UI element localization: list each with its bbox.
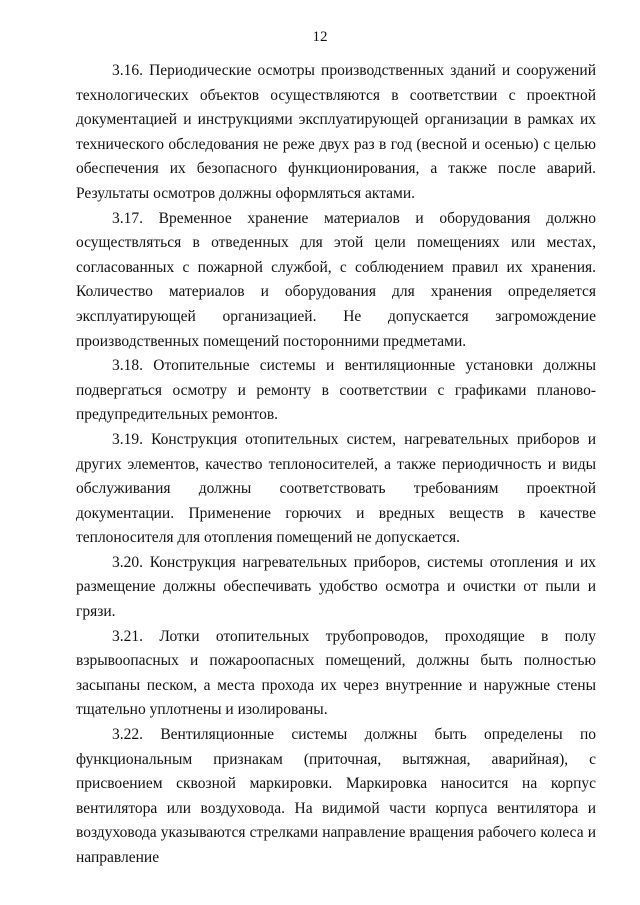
page-number: 12 — [312, 29, 328, 45]
document-body — [76, 59, 596, 871]
paragraph-3-18: 3.18. Отопительные системы и вентиляционные установки должны подвергаться осмотру и ремонту в соответствии с графиками планово-предупредительных ремонтов. — [76, 357, 596, 424]
paragraph-3-21: 3.21. Лотки отопительных трубопроводов, проходящие в полу взрывоопасных и пожароопасных помещений, должны быть полностью засыпаны песком, а места прохода их через внутренние и наружные стены тщательно уплотнены и изолированы. — [76, 627, 596, 719]
paragraph-3-20: 3.20. Конструкция нагревательных приборов, системы отопления и их размещение должны обеспечивать удобство осмотра и очистки от пыли и грязи. — [76, 553, 596, 621]
paragraph-3-16: 3.16. Периодические осмотры производственных зданий и сооружений технологических объектов осуществляются в соответствии с проектной документацией и инструкциями эксплуатирующей организации в рамках их технического обследования не реже двух раз в год (весной и осенью) с целью обеспечения их безопасного функционирования, а также после аварий. Результаты осмотров должны оформляться актами. — [76, 62, 596, 202]
paragraph-3-19: 3.19. Конструкция отопительных систем, нагревательных приборов и других элементов, качество теплоносителей, а также периодичность и виды обслуживания должны соответствовать требованиям проектной документации. Применение горючих и вредных веществ в качестве теплоносителя для отопления помещений не допускается. — [76, 430, 596, 547]
paragraph-3-17: 3.17. Временное хранение материалов и оборудования должно осуществляться в отведенных для этой цели помещениях или местах, согласованных с пожарной службой, с соблюдением правил их хранения. Количество материалов и оборудования для хранения определяется эксплуатирующей организацией. Не допускается загромождение производственных помещений посторонними предметами. — [76, 209, 596, 350]
paragraph-3-22: 3.22. Вентиляционные системы должны быть определены по функциональным признакам (приточная, вытяжная, аварийная), с присвоением сквозной маркировки. Маркировка наносится на корпус вентилятора или воздуховода. На видимой части корпуса вентилятора и воздуховода указываются стрелками направление вращения рабочего колеса и направление — [76, 726, 596, 866]
